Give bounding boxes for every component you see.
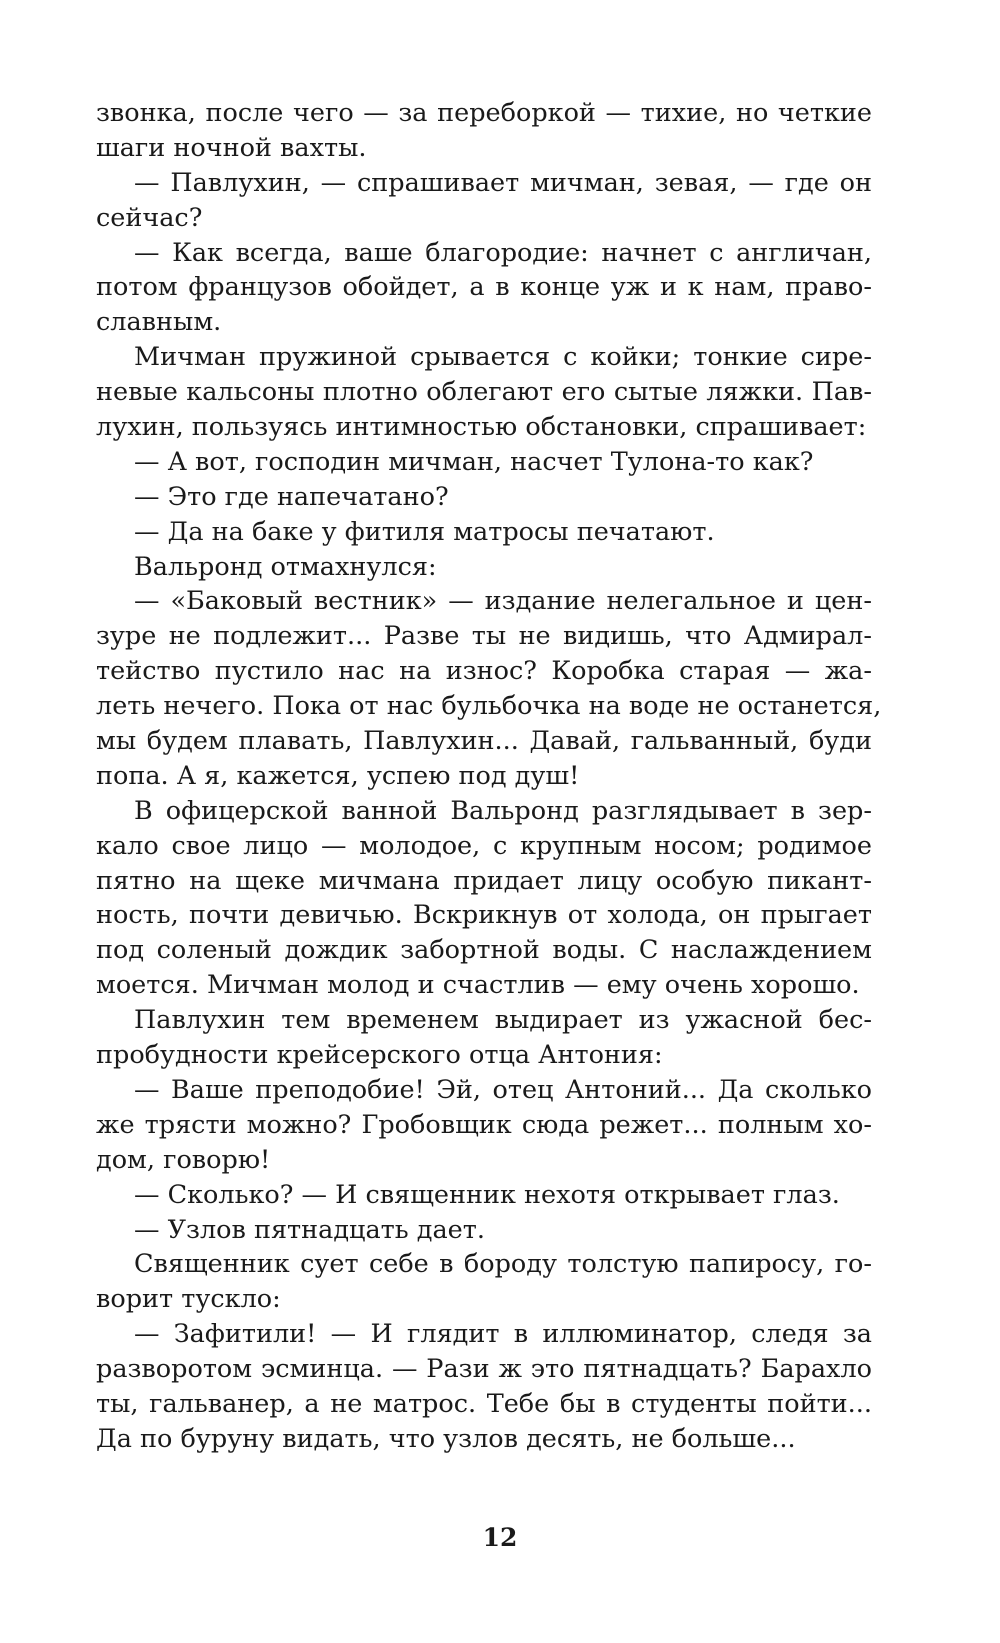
text-line: — «Баковый вестник» — издание нелегальное и цен- — [134, 586, 872, 617]
text-line: Да по буруну видать, что узлов десять, не больше... — [96, 1423, 796, 1454]
text-line: славным. — [96, 307, 222, 338]
text-line: зуре не подлежит... Разве ты не видишь, что Адмирал- — [96, 621, 872, 652]
text-line: невые кальсоны плотно облегают его сытые ляжки. Пав- — [96, 377, 872, 408]
text-line: звонка, после чего — за переборкой — тихие, но четкие — [96, 98, 872, 128]
text-line: потом французов обойдет, а в конце уж и к нам, право- — [96, 272, 872, 303]
text-line: ты, гальванер, а не матрос. Тебе бы в студенты пойти... — [96, 1388, 872, 1419]
text-line: — Ваше преподобие! Эй, отец Антоний... Да сколько — [134, 1074, 872, 1105]
text-line: же трясти можно? Гробовщик сюда режет... полным хо- — [96, 1109, 872, 1140]
text-line: ность, почти девичью. Вскрикнув от холода, он прыгает — [96, 900, 872, 931]
text-line: — А вот, господин мичман, насчет Тулона-то как? — [134, 446, 814, 477]
text-line: пробудности крейсерского отца Антония: — [96, 1040, 663, 1071]
text-line: — Сколько? — И священник нехотя открывает глаз. — [134, 1179, 840, 1210]
text-line: Мичман пружиной срывается с койки; тонкие сире- — [134, 342, 872, 373]
text-line: — Узлов пятнадцать дает. — [134, 1214, 485, 1245]
text-line: шаги ночной вахты. — [96, 132, 367, 163]
text-line: лухин, пользуясь интимностью обстановки, спрашивает: — [96, 412, 867, 443]
text-line: В офицерской ванной Вальронд разглядывает в зер- — [134, 795, 872, 826]
text-line: — Да на баке у фитиля матросы печатают. — [134, 516, 715, 547]
text-line: пятно на щеке мичмана придает лицу особую пикант- — [96, 865, 872, 896]
text-line: Священник сует себе в бороду толстую папиросу, го- — [134, 1249, 872, 1280]
text-line: тейство пустило нас на износ? Коробка старая — жа- — [96, 656, 872, 687]
text-line: попа. А я, кажется, успею под душ! — [96, 760, 580, 791]
text-line: Вальронд отмахнулся: — [134, 551, 437, 582]
text-line: мы будем плавать, Павлухин... Давай, гальванный, буди — [96, 726, 872, 757]
text-line: под соленый дождик забортной воды. С наслаждением — [96, 935, 872, 966]
page-number: 12 — [482, 1523, 518, 1552]
text-line: кало свое лицо — молодое, с крупным носом; родимое — [96, 830, 872, 861]
text-line: — Зафитили! — И глядит в иллюминатор, следя за — [134, 1319, 872, 1350]
text-line: — Как всегда, ваше благородие: начнет с англичан, — [134, 237, 872, 268]
text-line: леть нечего. Пока от нас бульбочка на воде не останется, — [96, 691, 882, 722]
text-line: дом, говорю! — [96, 1144, 271, 1175]
text-block — [96, 96, 882, 1457]
text-line: моется. Мичман молод и счастлив — ему очень хорошо. — [96, 970, 860, 1001]
text-line: ворит тускло: — [96, 1284, 281, 1315]
text-line: сейчас? — [96, 202, 203, 233]
text-line: — Это где напечатано? — [134, 481, 449, 512]
text-line: Павлухин тем временем выдирает из ужасной бес- — [134, 1005, 872, 1036]
text-line: — Павлухин, — спрашивает мичман, зевая, — где он — [134, 167, 872, 198]
text-line: разворотом эсминца. — Рази ж это пятнадцать? Барахло — [96, 1354, 872, 1385]
